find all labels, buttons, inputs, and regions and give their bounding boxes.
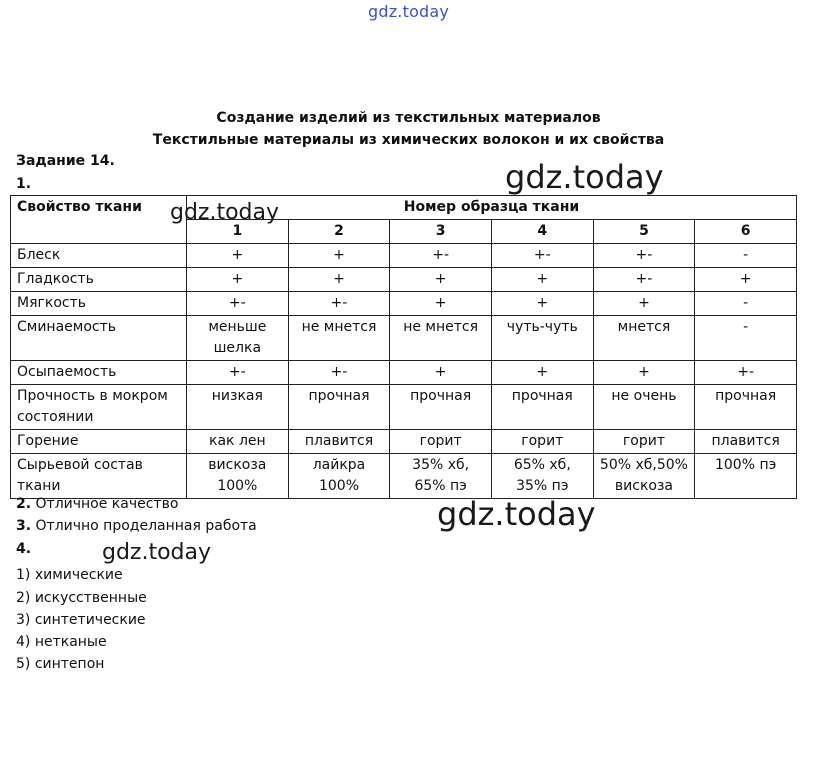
table-cell: не мнется [390,316,492,361]
table-cell: + [593,292,695,316]
table-cell: плавится [288,430,390,454]
table-cell: + [288,244,390,268]
header-property: Свойство ткани [11,196,187,244]
watermark: gdz.today [102,540,212,565]
answer-3-number: 3. [16,518,32,534]
table-cell: +- [593,244,695,268]
watermark: gdz.today [505,158,664,196]
table-row [11,385,797,430]
table-cell: +- [695,361,797,385]
watermark: gdz.today [170,200,280,225]
table-cell: +- [593,268,695,292]
table-cell: - [695,316,797,361]
table-cell: + [187,244,289,268]
table-cell: 65% хб, 35% пэ [491,454,593,499]
table-cell: +- [390,244,492,268]
table-cell: + [491,292,593,316]
header-sample-number: Номер образца ткани [187,196,797,220]
list-item: 5) синтепон [16,656,105,672]
table-cell: прочная [491,385,593,430]
table-cell: горит [593,430,695,454]
table-row [11,430,797,454]
table-cell: - [695,244,797,268]
answer-2 [16,496,178,512]
row-label: Горение [11,430,187,454]
table-cell: прочная [288,385,390,430]
table-cell: вискоза 100% [187,454,289,499]
table-row [11,316,797,361]
table-cell: + [390,268,492,292]
answer-4 [16,541,31,557]
table-cell: + [491,361,593,385]
table-cell: + [390,292,492,316]
table-row [11,268,797,292]
table-cell: +- [288,292,390,316]
table-cell: 50% хб,50% вискоза [593,454,695,499]
table-cell: + [390,361,492,385]
table-cell: лайкра 100% [288,454,390,499]
table-cell: как лен [187,430,289,454]
row-label: Сырьевой состав ткани [11,454,187,499]
answer-2-number: 2. [16,496,32,512]
answer-4-number: 4. [16,541,32,557]
table-cell: + [695,268,797,292]
table-row [11,292,797,316]
table-cell: +- [288,361,390,385]
column-number-4: 4 [491,220,593,244]
answer-3 [16,518,257,534]
row-label: Гладкость [11,268,187,292]
list-item: 3) синтетические [16,612,146,628]
task-label: Задание 14. [16,153,115,169]
answer-3-text: Отлично проделанная работа [35,518,257,534]
table-cell: меньше шелка [187,316,289,361]
row-label: Сминаемость [11,316,187,361]
row-label: Прочность в мокром состоянии [11,385,187,430]
column-number-1: 1 [187,220,289,244]
doc-title: Создание изделий из текстильных материалов [216,110,601,126]
table-cell: низкая [187,385,289,430]
column-number-2: 2 [288,220,390,244]
watermark-top: gdz.today [368,2,450,21]
column-number-6: 6 [695,220,797,244]
table-row [11,361,797,385]
table-cell: плавится [695,430,797,454]
table-cell: чуть-чуть [491,316,593,361]
table-row [11,244,797,268]
item-1-label: 1. [16,176,32,192]
list-item: 2) искусственные [16,590,147,606]
table-cell: не очень [593,385,695,430]
table-cell: прочная [695,385,797,430]
properties-table [10,195,797,499]
answer-2-text: Отличное качество [35,496,179,512]
doc-subtitle: Текстильные материалы из химических волокон и их свойства [152,132,665,148]
table-cell: горит [491,430,593,454]
column-number-5: 5 [593,220,695,244]
table-cell: + [491,268,593,292]
table-cell: 35% хб, 65% пэ [390,454,492,499]
table-cell: 100% пэ [695,454,797,499]
table-cell: +- [187,292,289,316]
list-item: 1) химические [16,567,123,583]
table-cell: +- [187,361,289,385]
table-cell: + [187,268,289,292]
list-item: 4) нетканые [16,634,107,650]
row-label: Мягкость [11,292,187,316]
column-number-3: 3 [390,220,492,244]
table-cell: + [593,361,695,385]
table-cell: +- [491,244,593,268]
table-cell: мнется [593,316,695,361]
table-cell: горит [390,430,492,454]
table-header-row [11,196,797,220]
row-label: Блеск [11,244,187,268]
row-label: Осыпаемость [11,361,187,385]
table-cell: не мнется [288,316,390,361]
table-row [11,454,797,499]
table-cell: прочная [390,385,492,430]
watermark: gdz.today [437,495,596,533]
table-cell: - [695,292,797,316]
table-cell: + [288,268,390,292]
